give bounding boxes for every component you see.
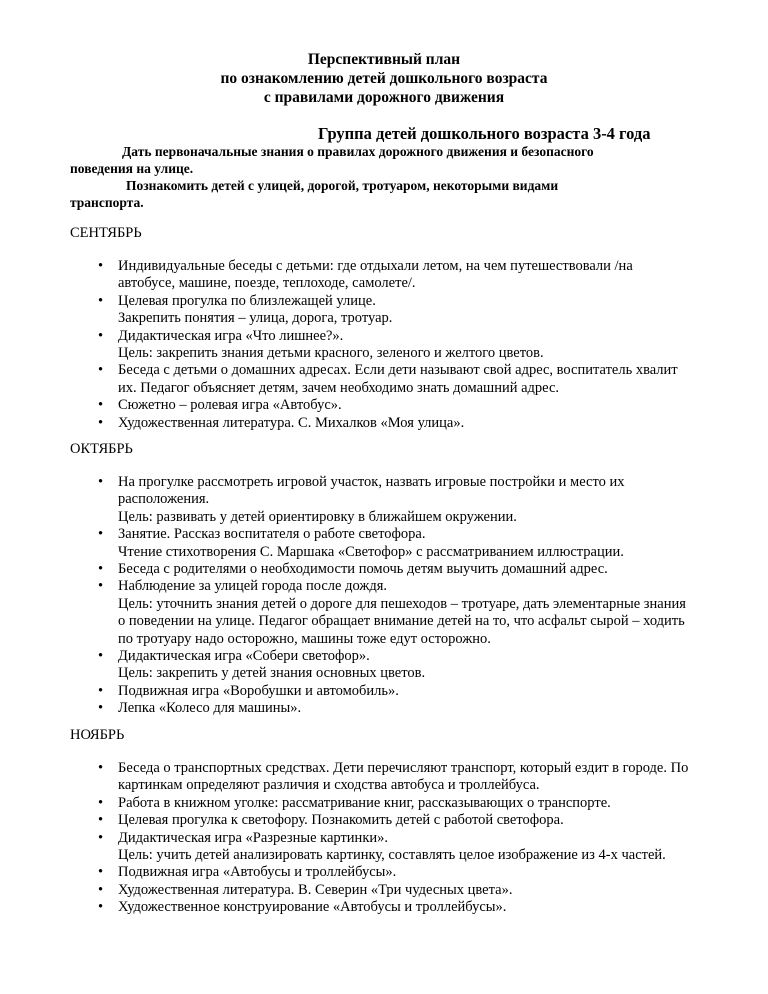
month-heading: СЕНТЯБРЬ: [70, 225, 142, 241]
list-item: • Беседа с родителями о необходимости помочь детям выучить домашний адрес.: [70, 561, 690, 578]
list-item: • Целевая прогулка к светофору. Познакомить детей с работой светофора.: [70, 812, 690, 829]
list-item: • Индивидуальные беседы с детьми: где отдыхали летом, на чем путешествовали /на автобусе, машине, поезде, теплоходе, самолете/.: [70, 258, 690, 293]
section-list: [70, 258, 690, 432]
title-line-3: с правилами дорожного движения: [263, 89, 505, 106]
intro-line-2: поведения на улице.: [70, 161, 194, 176]
month-heading: НОЯБРЬ: [70, 727, 125, 743]
list-note: Цель: развивать у детей ориентировку в ближайшем окружении.: [118, 508, 517, 525]
intro-line-1: Дать первоначальные знания о правилах дорожного движения и безопасного: [122, 144, 594, 159]
list-note: Цель: закрепить знания детьми красного, зеленого и желтого цветов.: [118, 345, 544, 362]
list-note: Цель: уточнить знания детей о дороге для пешеходов – тротуаре, дать элементарные знания о поведении на улице. Педагог обращает внимание детей на то, что асфальт сырой – ходить по тротуару надо осторожно, машины тоже едут осторожно.: [118, 595, 686, 647]
list-item: • Беседа о транспортных средствах. Дети перечисляют транспорт, который ездит в городе. По картинкам определяют различия и сходства автобуса и троллейбуса.: [70, 760, 690, 795]
list-note: Закрепить понятия – улица, дорога, тротуар.: [118, 310, 393, 327]
list-item: • Занятие. Рассказ воспитателя о работе светофора.: [70, 526, 690, 543]
intro-line-3: Познакомить детей с улицей, дорогой, тротуаром, некоторыми видами: [126, 178, 559, 193]
intro-line-4: транспорта.: [70, 195, 144, 210]
list-item: • Лепка «Колесо для машины».: [70, 700, 690, 717]
group-heading: Группа детей дошкольного возраста 3-4 года: [318, 124, 651, 143]
list-item: • Художественная литература. В. Северин «Три чудесных цвета».: [70, 882, 690, 899]
intro-goals: [70, 143, 700, 211]
list-item: • Дидактическая игра «Разрезные картинки».: [70, 830, 690, 847]
list-note: Чтение стихотворения С. Маршака «Светофор» с рассматриванием иллюстрации.: [118, 543, 624, 560]
list-item: • На прогулке рассмотреть игровой участок, назвать игровые постройки и место их расположения.: [70, 474, 690, 509]
section-list: [70, 760, 690, 917]
title-line-1: Перспективный план: [307, 51, 461, 68]
month-heading: ОКТЯБРЬ: [70, 441, 133, 457]
list-item: • Дидактическая игра «Собери светофор».: [70, 648, 690, 665]
title-line-2: по ознакомлению детей дошкольного возраста: [220, 70, 548, 87]
list-note: Цель: учить детей анализировать картинку, составлять целое изображение из 4-х частей.: [118, 847, 666, 864]
list-item: • Подвижная игра «Автобусы и троллейбусы».: [70, 864, 690, 881]
list-item: • Беседа с детьми о домашних адресах. Если дети называют свой адрес, воспитатель хвалит их. Педагог объясняет детям, зачем необходимо знать домашний адрес.: [70, 362, 690, 397]
list-note: Цель: закрепить у детей знания основных цветов.: [118, 665, 426, 682]
list-item: • Художественное конструирование «Автобусы и троллейбусы».: [70, 899, 690, 916]
list-item: • Целевая прогулка по близлежащей улице.: [70, 293, 690, 310]
list-item: • Наблюдение за улицей города после дождя.: [70, 578, 690, 595]
list-item: • Сюжетно – ролевая игра «Автобус».: [70, 397, 690, 414]
list-item: • Дидактическая игра «Что лишнее?».: [70, 328, 690, 345]
section-list: [70, 474, 690, 718]
list-item: • Подвижная игра «Воробушки и автомобиль».: [70, 683, 690, 700]
list-item: • Работа в книжном уголке: рассматривание книг, рассказывающих о транспорте.: [70, 795, 690, 812]
list-item: • Художественная литература. С. Михалков «Моя улица».: [70, 415, 690, 432]
